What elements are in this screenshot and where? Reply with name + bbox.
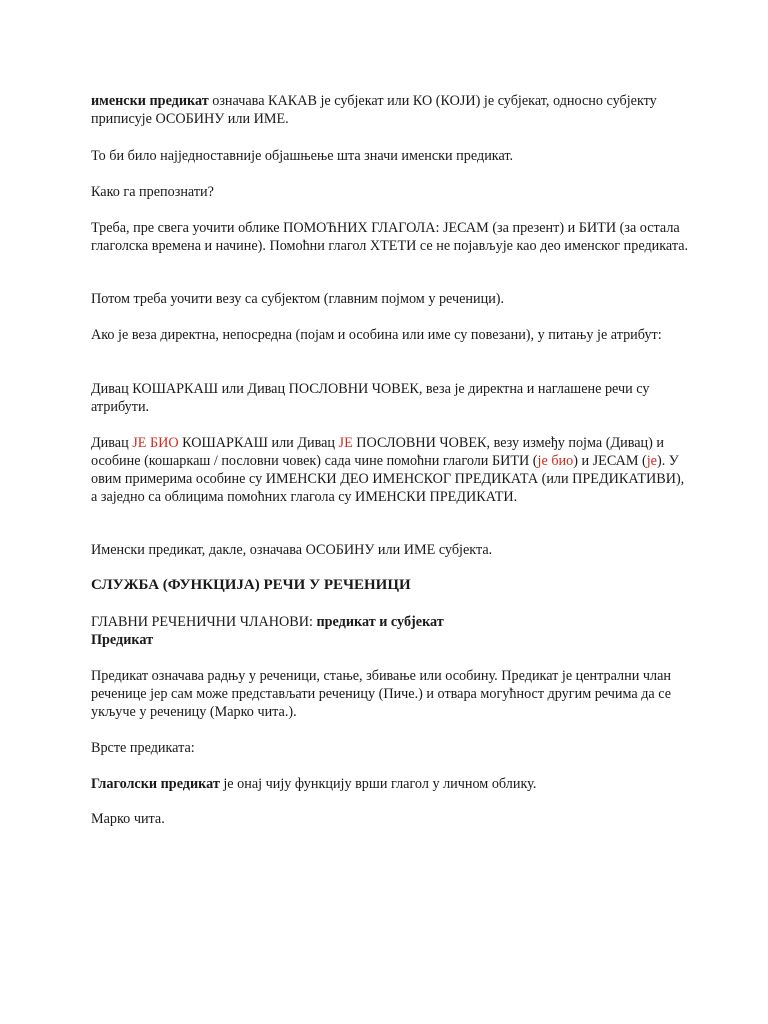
- highlight-je-bio-small: је био: [537, 453, 574, 469]
- term-glagolski-predikat: Глаголски предикат: [91, 776, 220, 792]
- main-members-bold: предикат и субјекат: [316, 614, 444, 630]
- definition-text: означава КАКАВ је субјекат или КО (КОЈИ) је субјекат, односно субјекту приписује ОСОБИНУ или ИМЕ.: [91, 93, 657, 127]
- term-imenski-predikat: именски предикат: [91, 93, 209, 109]
- highlight-je-bio: ЈЕ БИО: [132, 435, 179, 451]
- paragraph-subject-link: Потом треба уочити везу са субјектом (главним појмом у реченици).: [91, 291, 505, 307]
- paragraph-question: Како га препознати?: [91, 184, 214, 200]
- paragraph-summary: Именски предикат, дакле, означава ОСОБИНУ или ИМЕ субјекта.: [91, 542, 493, 558]
- example-text: Дивац: [91, 435, 133, 451]
- paragraph-predicate-types: Врсте предиката:: [91, 740, 195, 756]
- paragraph-simplest-explanation: То би било најједноставније објашњење шта значи именски предикат.: [91, 148, 514, 164]
- paragraph-predicate-example: [91, 434, 691, 506]
- example-text: ПОСЛОВНИ ЧОВЕК, везу између појма (Дивац) и особине (кошаркаш / пословни човек) сада чине помоћни глаголи БИТИ (: [91, 435, 664, 469]
- paragraph-example-sentence: Марко чита.: [91, 811, 165, 827]
- paragraph-predicate-definition: Предикат означава радњу у реченици, стање, збивање или особину. Предикат је централни члан реченице јер сам може представљати реченицу (Пиче.) и отвара могућност другим речима да се укључе у реченицу (Марко чита.).: [91, 668, 672, 720]
- main-members-label: ГЛАВНИ РЕЧЕНИЧНИ ЧЛАНОВИ:: [91, 614, 317, 630]
- paragraph-definition: [91, 92, 691, 128]
- paragraph-auxiliary-verbs: Треба, пре свега уочити облике ПОМОЋНИХ ГЛАГОЛА: ЈЕСАМ (за презент) и БИТИ (за остала глаголска времена и начине). Помоћни глагол ХТЕТИ се не појављује као део именског предиката.: [91, 220, 689, 254]
- verbal-predicate-text: је онај чију функцију врши глагол у личном облику.: [219, 776, 537, 792]
- example-text: ) и ЈЕСАМ (: [573, 453, 647, 469]
- paragraph-attribute-example: Дивац КОШАРКАШ или Дивац ПОСЛОВНИ ЧОВЕК, веза је директна и наглашене речи су атрибути.: [91, 381, 650, 415]
- paragraph-verbal-predicate: [91, 775, 691, 793]
- example-text: КОШАРКАШ или Дивац: [178, 435, 339, 451]
- example-text: ). У овим примерима особине су ИМЕНСКИ ДЕО ИМЕНСКОГ ПРЕДИКАТА (или ПРЕДИКАТИВИ), а заједно са облицима помоћних глагола су ИМЕНСКИ ПРЕДИКАТИ.: [91, 453, 685, 505]
- paragraph-main-members: [91, 613, 691, 631]
- highlight-je-small: је: [646, 453, 657, 469]
- subheading-predikat: Предикат: [91, 632, 154, 648]
- highlight-je: ЈЕ: [338, 435, 353, 451]
- paragraph-direct-link: Ако је веза директна, непосредна (појам и особина или име су повезани), у питању је атрибут:: [91, 327, 662, 343]
- section-heading: СЛУЖБА (ФУНКЦИЈА) РЕЧИ У РЕЧЕНИЦИ: [91, 577, 411, 593]
